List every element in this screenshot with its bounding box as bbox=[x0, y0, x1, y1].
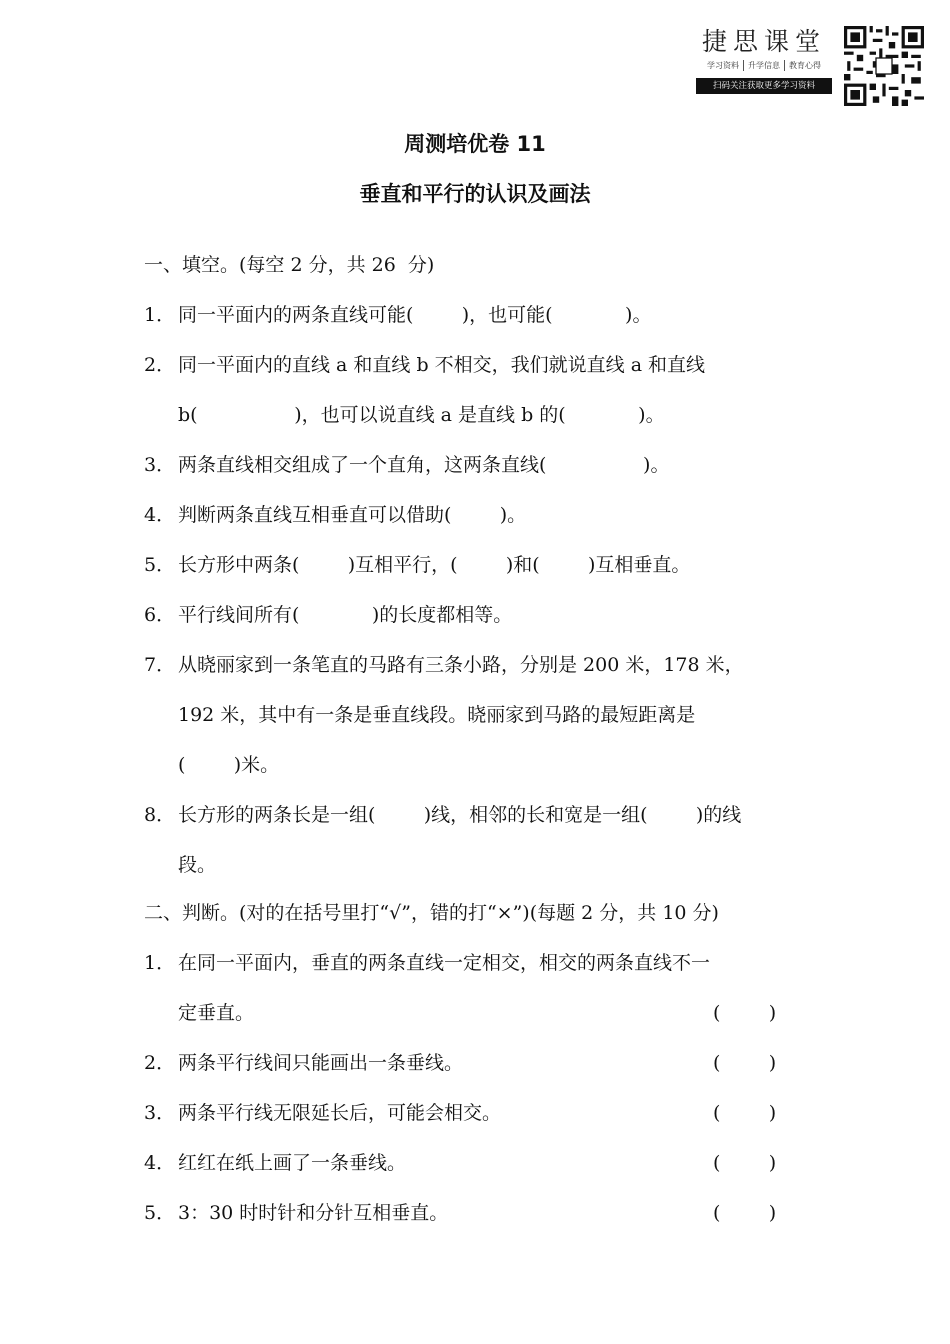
brand-tag: 学习资料 bbox=[707, 61, 739, 70]
brand-tag: 升学信息 bbox=[743, 60, 784, 71]
answer-box[interactable]: ( ) bbox=[713, 1102, 777, 1124]
answer-box[interactable]: ( ) bbox=[713, 1002, 777, 1024]
question-number: 1． bbox=[144, 952, 176, 974]
question-text: 192 米，其中有一条是垂直线段。晓丽家到马路的最短距离是 bbox=[178, 704, 696, 726]
brand-logo bbox=[696, 26, 832, 94]
question-text: 两条平行线间只能画出一条垂线。 bbox=[178, 1052, 464, 1074]
page-subtitle: 垂直和平行的认识及画法 bbox=[359, 182, 591, 206]
question-number: 4． bbox=[144, 1152, 176, 1174]
question-text: 从晓丽家到一条笔直的马路有三条小路，分别是 200 米，178 米， bbox=[178, 654, 744, 676]
question-text: ( )米。 bbox=[178, 754, 280, 776]
question-text: 同一平面内的直线 a 和直线 b 不相交，我们就说直线 a 和直线 bbox=[178, 354, 706, 376]
question-text: 在同一平面内，垂直的两条直线一定相交，相交的两条直线不一 bbox=[178, 952, 711, 974]
question-number: 2． bbox=[144, 354, 176, 376]
question-text: 红红在纸上画了一条垂线。 bbox=[178, 1152, 407, 1174]
brand-tags bbox=[696, 60, 832, 71]
brand-tag: 教育心得 bbox=[784, 60, 825, 71]
section-1-heading: 一、填空。(每空 2 分，共 26 分) bbox=[144, 254, 435, 276]
answer-box[interactable]: ( ) bbox=[713, 1052, 777, 1074]
page-title: 周测培优卷 11 bbox=[404, 132, 546, 156]
question-number: 7． bbox=[144, 654, 176, 676]
question-text: 判断两条直线互相垂直可以借助( )。 bbox=[178, 504, 527, 526]
question-text: 长方形中两条( )互相平行，( )和( )互相垂直。 bbox=[178, 554, 691, 576]
question-text: b( )，也可以说直线 a 是直线 b 的( )。 bbox=[178, 404, 665, 426]
question-text: 同一平面内的两条直线可能( )，也可能( )。 bbox=[178, 304, 652, 326]
question-number: 1． bbox=[144, 304, 176, 326]
question-number: 5． bbox=[144, 1202, 176, 1224]
question-text: 长方形的两条长是一组( )线，相邻的长和宽是一组( )的线 bbox=[178, 804, 742, 826]
section-2-heading: 二、判断。(对的在括号里打“√”，错的打“×”)(每题 2 分，共 10 分) bbox=[144, 902, 719, 924]
brand-name: 捷思课堂 bbox=[701, 27, 826, 56]
answer-box[interactable]: ( ) bbox=[713, 1202, 777, 1224]
question-number: 5． bbox=[144, 554, 176, 576]
question-number: 8． bbox=[144, 804, 176, 826]
brand-slogan-bar: 扫码关注获取更多学习资料 bbox=[696, 78, 832, 94]
answer-box[interactable]: ( ) bbox=[713, 1152, 777, 1174]
question-text: 段。 bbox=[178, 854, 217, 876]
question-text: 两条平行线无限延长后，可能会相交。 bbox=[178, 1102, 502, 1124]
question-text: 定垂直。 bbox=[178, 1002, 255, 1024]
question-number: 3． bbox=[144, 454, 176, 476]
question-number: 6． bbox=[144, 604, 176, 626]
question-text: 平行线间所有( )的长度都相等。 bbox=[178, 604, 513, 626]
question-number: 2． bbox=[144, 1052, 176, 1074]
qr-code-icon[interactable] bbox=[844, 26, 924, 106]
question-number: 4． bbox=[144, 504, 176, 526]
question-text: 3：30 时时针和分针互相垂直。 bbox=[178, 1202, 449, 1224]
question-text: 两条直线相交组成了一个直角，这两条直线( )。 bbox=[178, 454, 670, 476]
question-number: 3． bbox=[144, 1102, 176, 1124]
